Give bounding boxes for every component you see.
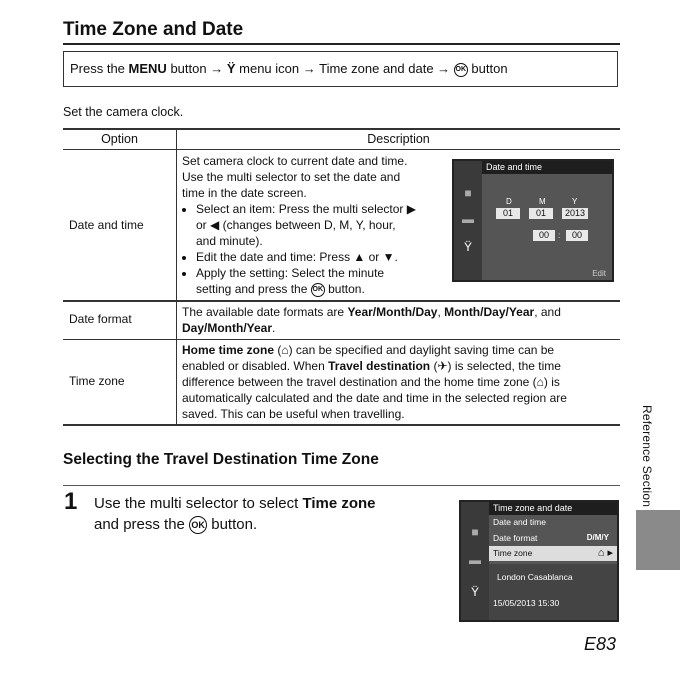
month-field: 01 xyxy=(529,208,553,219)
wrench-icon: Ÿ xyxy=(463,240,472,254)
row-divider xyxy=(63,339,620,340)
desc-time-zone: Home time zone (⌂) can be specified and daylight saving time can be enabled or disabled. When Travel destination (✈) is selected, the time difference between the travel destination and the home time zone (⌂) is automatically calculated and the date and time in the selected region are saved. This can be useful when travelling. xyxy=(182,343,567,421)
row-divider xyxy=(63,300,620,302)
menu-path-box xyxy=(63,51,618,87)
camera-icon: ■ xyxy=(464,186,472,200)
wrench-icon: Ÿ xyxy=(470,585,479,599)
side-tab xyxy=(636,510,680,570)
edit-label: Edit xyxy=(592,269,606,278)
home-arrow-icon: ⌂ ▸ xyxy=(597,547,613,559)
menu-label: MENU xyxy=(128,61,167,76)
movie-icon: ▬ xyxy=(469,553,481,567)
table-bottom-rule xyxy=(63,424,620,426)
page-number: E83 xyxy=(584,634,617,654)
day-field: 01 xyxy=(496,208,520,219)
header-option: Option xyxy=(101,132,138,146)
column-divider xyxy=(176,128,177,426)
city-label: London Casablanca xyxy=(497,572,573,582)
year-field: 2013 xyxy=(562,208,588,219)
screen-title: Time zone and date xyxy=(489,502,617,515)
desc-date-and-time: Set camera clock to current date and time. Use the multi selector to set the date and time in the date screen. • Select an item: Press the multi selector ▶ or ◀ (changes between D, M, Y, hour, and minute). • Edit the date and time: Press ▲ or ▼. • Apply the setting: Select the minute setting and press the OK button. xyxy=(182,153,452,297)
option-time-zone: Time zone xyxy=(69,374,125,388)
desc-date-format: The available date formats are Year/Month/Day, Month/Day/Year, and Day/Month/Year. xyxy=(182,305,561,335)
date-format-value: D/M/Y xyxy=(586,533,609,542)
header-description: Description xyxy=(367,132,430,146)
intro-text: Set the camera clock. xyxy=(63,105,184,119)
camera-screen-time-zone xyxy=(459,500,619,622)
ok-button-icon: OK xyxy=(454,63,468,77)
screen-title: Date and time xyxy=(482,161,612,174)
option-date-format: Date format xyxy=(69,312,132,326)
section-title: Selecting the Travel Destination Time Zone xyxy=(63,451,379,468)
page-title: Time Zone and Date xyxy=(63,19,244,40)
table-header xyxy=(63,128,620,150)
menu-path: Press the MENU button → Ÿ menu icon → Time zone and date → OK button xyxy=(70,61,508,76)
hour-field: 00 xyxy=(533,230,555,241)
step-text: Use the multi selector to select Time zone and press the OK button. xyxy=(94,495,376,533)
option-date-and-time: Date and time xyxy=(69,218,144,232)
wrench-icon: Ÿ xyxy=(226,61,236,76)
step-number: 1 xyxy=(64,488,78,515)
menu-item-time-zone-highlight: Time zone ⌂ ▸ xyxy=(489,546,617,561)
side-section-label: Reference Section xyxy=(640,405,654,508)
menu-item-date-and-time: Date and time xyxy=(493,517,546,527)
menu-item-date-format: Date format xyxy=(493,533,538,543)
title-rule xyxy=(63,43,620,45)
minute-field: 00 xyxy=(566,230,588,241)
camera-screen-date-time: ■ ▬ Ÿ Date and time D M Y 01 01 2013 00 00 : Edit xyxy=(452,159,614,282)
section-rule xyxy=(63,485,620,486)
movie-icon: ▬ xyxy=(462,212,474,226)
camera-icon: ■ xyxy=(471,525,479,539)
current-datetime: 15/05/2013 15:30 xyxy=(493,598,560,608)
